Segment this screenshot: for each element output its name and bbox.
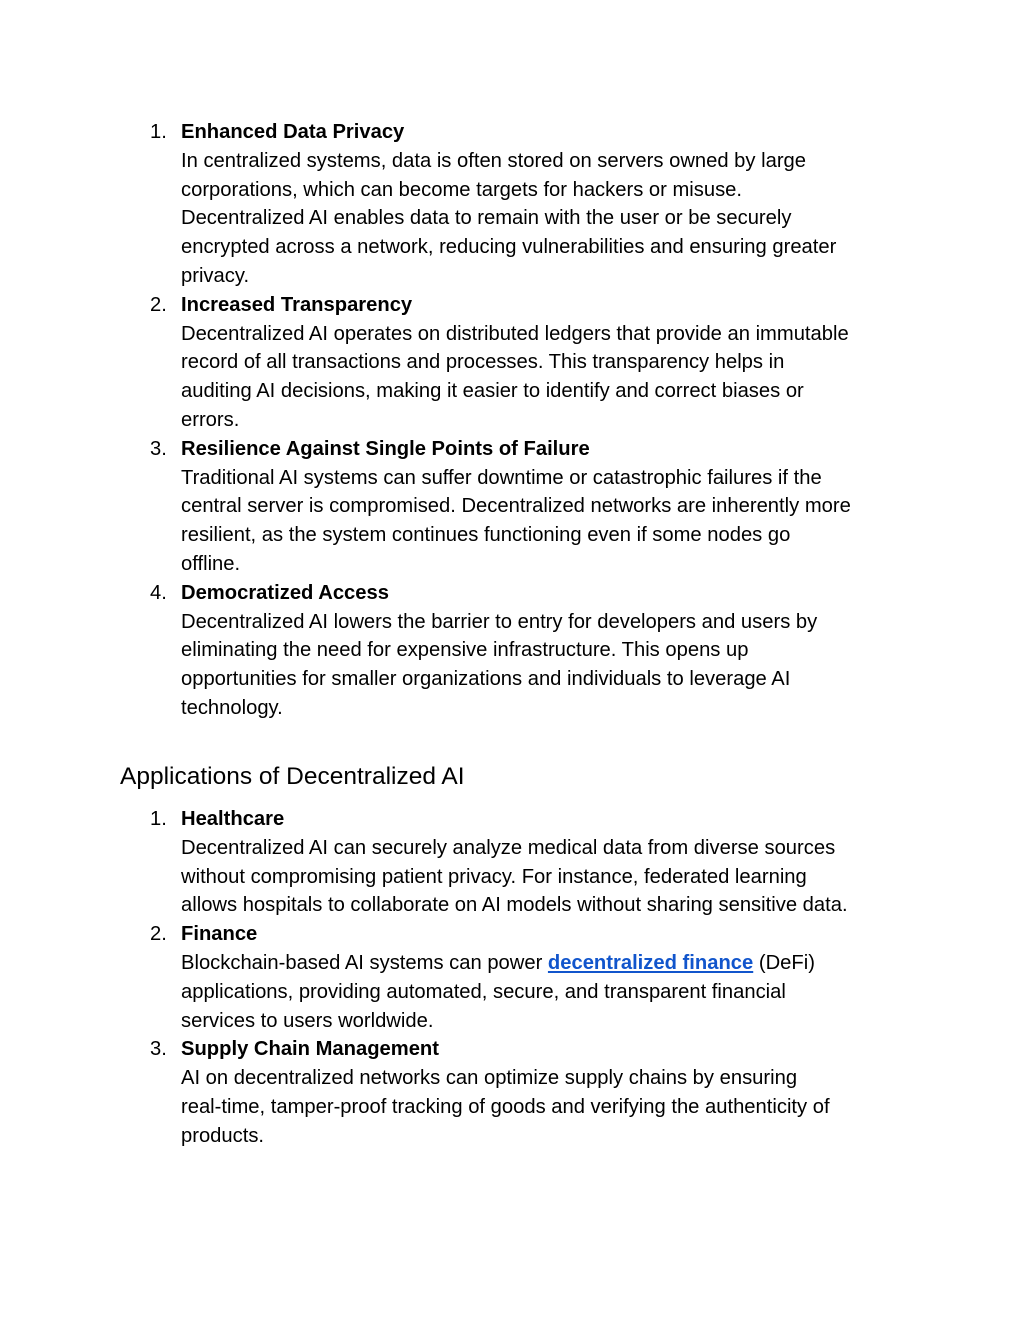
list-number: 1.: [150, 808, 167, 830]
list-item: [120, 435, 910, 579]
item-line: real-time, tamper-proof tracking of goods and verifying the authenticity of: [181, 1095, 830, 1118]
item-line: central server is compromised. Decentralized networks are inherently more: [181, 495, 851, 518]
item-line: services to users worldwide.: [181, 1009, 434, 1032]
item-line: [181, 949, 910, 978]
list-number: 3.: [150, 437, 167, 460]
item-line: Decentralized AI can securely analyze medical data from diverse sources: [181, 836, 836, 859]
item-title: Supply Chain Management: [181, 1038, 439, 1061]
item-line: record of all transactions and processes. This transparency helps in: [181, 351, 785, 374]
item-title: Enhanced Data Privacy: [181, 121, 405, 143]
benefits-list: [120, 118, 910, 723]
applications-list: [120, 805, 910, 1151]
item-line: In centralized systems, data is often stored on servers owned by large: [181, 149, 807, 172]
list-number: 2.: [150, 923, 167, 946]
list-number: 1.: [150, 121, 167, 143]
item-line: AI on decentralized networks can optimize supply chains by ensuring: [181, 1067, 798, 1090]
list-item: [120, 920, 910, 1035]
list-item: [120, 805, 910, 920]
item-line: technology.: [181, 696, 283, 719]
item-line: without compromising patient privacy. For instance, federated learning: [181, 865, 807, 888]
item-line: eliminating the need for expensive infrastructure. This opens up: [181, 639, 749, 662]
list-item: [120, 291, 910, 435]
item-line: Traditional AI systems can suffer downtime or catastrophic failures if the: [181, 466, 822, 489]
item-title: Finance: [181, 923, 258, 946]
item-title: Healthcare: [181, 808, 285, 830]
list-item: [120, 579, 910, 723]
list-item: [120, 1035, 910, 1150]
item-title: Resilience Against Single Points of Failure: [181, 437, 590, 460]
item-title: Increased Transparency: [181, 293, 413, 316]
list-number: 2.: [150, 293, 167, 316]
item-line: encrypted across a network, reducing vulnerabilities and ensuring greater: [181, 236, 837, 259]
list-number: 4.: [150, 581, 167, 604]
item-line: applications, providing automated, secure, and transparent financial: [181, 980, 786, 1003]
item-line: opportunities for smaller organizations and individuals to leverage AI: [181, 668, 791, 691]
item-line: Decentralized AI enables data to remain with the user or be securely: [181, 207, 792, 230]
item-line: offline.: [181, 552, 241, 575]
list-number: 3.: [150, 1038, 167, 1061]
item-line: resilient, as the system continues functioning even if some nodes go: [181, 524, 791, 547]
line-text: Blockchain-based AI systems can power: [181, 951, 548, 974]
decentralized-finance-link[interactable]: decentralized finance: [547, 951, 754, 974]
item-line: Decentralized AI lowers the barrier to entry for developers and users by: [181, 610, 818, 633]
item-line: Decentralized AI operates on distributed ledgers that provide an immutable: [181, 322, 849, 345]
item-line: auditing AI decisions, making it easier to identify and correct biases or: [181, 380, 804, 403]
item-title: Democratized Access: [181, 581, 389, 604]
item-line: errors.: [181, 408, 240, 431]
line-text: (DeFi): [753, 951, 815, 974]
item-line: privacy.: [181, 264, 250, 287]
section-heading: Applications of Decentralized AI: [120, 763, 465, 790]
item-line: allows hospitals to collaborate on AI models without sharing sensitive data.: [181, 894, 848, 917]
item-line: corporations, which can become targets for hackers or misuse.: [181, 178, 743, 201]
list-item: [120, 118, 910, 291]
item-line: products.: [181, 1124, 265, 1147]
